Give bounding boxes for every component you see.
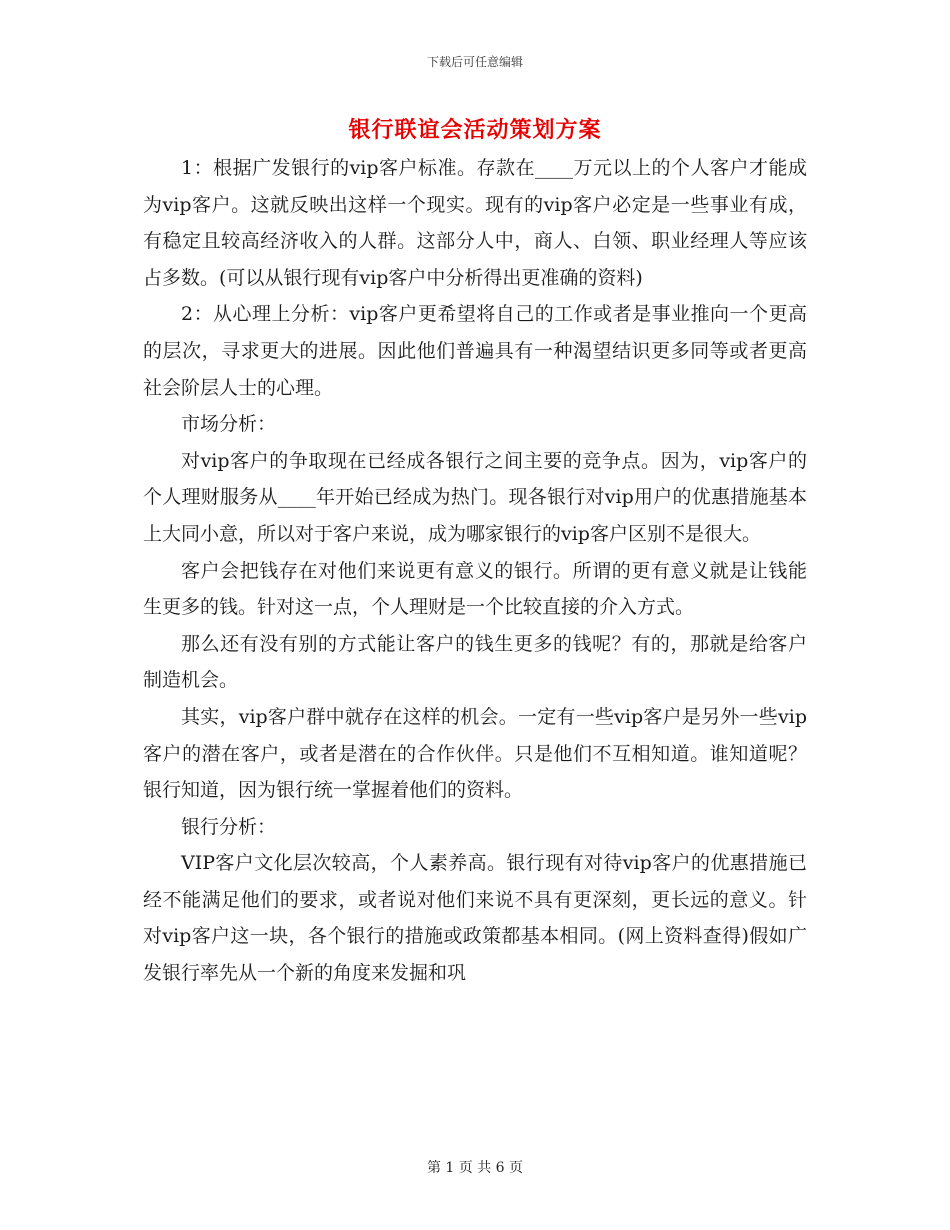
paragraph-bank-analysis: VIP客户文化层次较高，个人素养高。银行现有对待vip客户的优惠措施已经不能满足他们的要求，或者说对他们来说不具有更深刻，更长远的意义。针对vip客户这一块，各个银行的措施或政策都基本相同。(网上资料查得)假如广发银行率先从一个新的角度来发掘和巩: [143, 852, 807, 985]
section-heading-market-analysis: 市场分析：: [181, 413, 277, 436]
paragraph-meaningful-bank: 客户会把钱存在对他们来说更有意义的银行。所谓的更有意义就是让钱能生更多的钱。针对这一点，个人理财是一个比较直接的介入方式。: [143, 559, 807, 619]
paragraph-customer-standard: 1：根据广发银行的vip客户标准。存款在____万元以上的个人客户才能成为vip客户。这就反映出这样一个现实。现有的vip客户必定是一些事业有成，有稳定且较高经济收入的人群。这部分人中，商人、白领、职业经理人等应该占多数。(可以从银行现有vip客户中分析得出更准确的资料): [143, 157, 807, 289]
paragraph-create-opportunity: 那么还有没有别的方式能让客户的钱生更多的钱呢？有的，那就是给客户制造机会。: [143, 632, 807, 692]
paragraph-market-competition: 对vip客户的争取现在已经成各银行之间主要的竞争点。因为，vip客户的个人理财服务从____年开始已经成为热门。现各银行对vip用户的优惠措施基本上大同小意，所以对于客户来说，成为哪家银行的vip客户区别不是很大。: [143, 449, 807, 545]
section-heading-bank-analysis: 银行分析：: [181, 815, 277, 838]
page-number-footer: 第 1 页 共 6 页: [426, 1160, 524, 1176]
paragraph-psychology-analysis: 2：从心理上分析：vip客户更希望将自己的工作或者是事业推向一个更高的层次，寻求更大的进展。因此他们普遍具有一种渴望结识更多同等或者更高社会阶层人士的心理。: [143, 303, 807, 399]
document-body: [143, 150, 807, 992]
document-title: 银行联谊会活动策划方案: [348, 117, 602, 143]
paragraph-vip-opportunity: 其实，vip客户群中就存在这样的机会。一定有一些vip客户是另外一些vip客户的潜在客户，或者是潜在的合作伙伴。只是他们不互相知道。谁知道呢？银行知道，因为银行统一掌握着他们的资料。: [143, 705, 807, 802]
header-note: 下载后可任意编辑: [426, 55, 523, 69]
